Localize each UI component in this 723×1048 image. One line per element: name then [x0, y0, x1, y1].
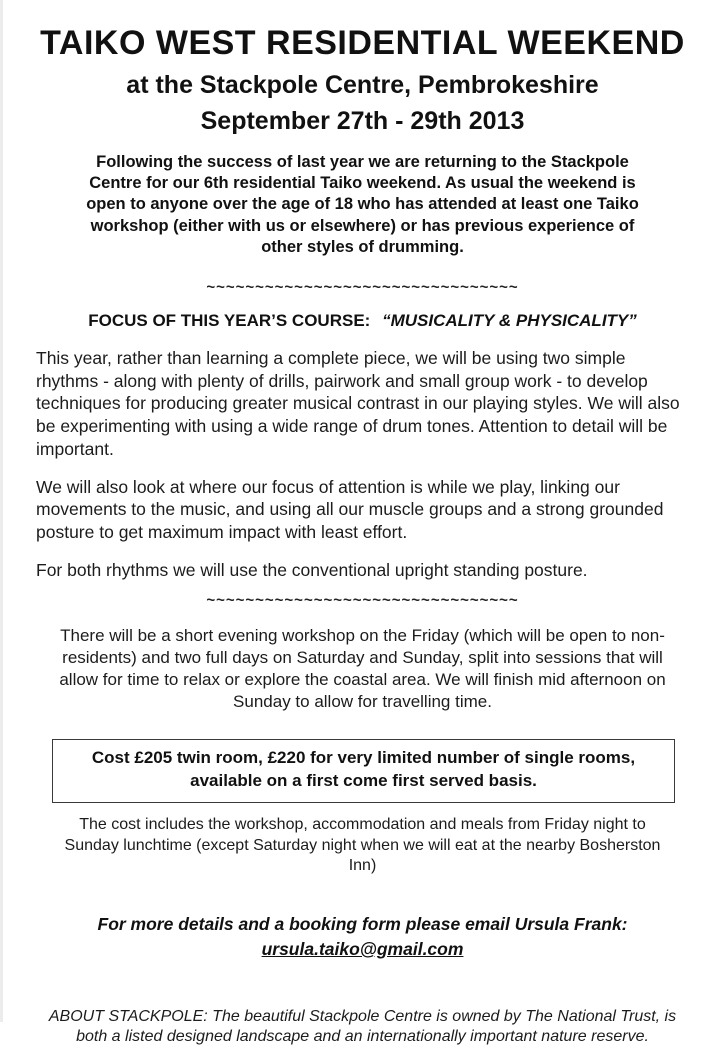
course-paragraph-3: For both rhythms we will use the conventional upright standing posture. — [36, 559, 588, 580]
subtitle-dates: September 27th - 29th 2013 — [200, 107, 525, 135]
tilde-divider-top: ~~~~~~~~~~~~~~~~~~~~~~~~~~~~~~~~ — [206, 278, 519, 296]
cost-box-line-1: Cost £205 twin room, £220 for very limited number of single rooms, — [91, 747, 636, 767]
intro-paragraph: Following the success of last year we are returning to the Stackpole Centre for our 6th residential Taiko weekend. As usual the weekend is open to anyone over the age of 18 who has attended at least one Taiko workshop (either with us or elsewhere) or has previous experience of other styles of drumming. — [86, 152, 639, 257]
contact-heading: For more details and a booking form please email Ursula Frank: — [97, 914, 628, 935]
course-paragraph-2: We will also look at where our focus of attention is while we play, linking our movements to the music, and using all our muscle groups and a strong grounded posture to get maximum impact with least effort. — [36, 476, 664, 543]
contact-email-link[interactable]: ursula.taiko@gmail.com — [261, 938, 464, 959]
tilde-divider-bottom: ~~~~~~~~~~~~~~~~~~~~~~~~~~~~~~~~ — [206, 591, 519, 609]
page-title: TAIKO WEST RESIDENTIAL WEEKEND — [40, 24, 685, 62]
subtitle-location: at the Stackpole Centre, Pembrokeshire — [126, 70, 599, 99]
about-stackpole-note: ABOUT STACKPOLE: The beautiful Stackpole Centre is owned by The National Trust, is both a listed designed landscape and an internationally important nature reserve. — [48, 1007, 677, 1046]
focus-heading — [36, 310, 689, 332]
scan-edge — [0, 0, 3, 1022]
course-paragraph-1: This year, rather than learning a complete piece, we will be using two simple rhythms - along with plenty of drills, pairwork and small group work - to develop techniques for producing greater musical contrast in our playing styles. We will also be experimenting with using a wide range of drum tones. Attention to detail will be important. — [36, 347, 680, 459]
focus-label: FOCUS OF THIS YEAR’S COURSE: — [88, 310, 371, 330]
focus-value: “MUSICALITY & PHYSICALITY” — [382, 310, 637, 330]
cost-note: The cost includes the workshop, accommodation and meals from Friday night to Sunday lunchtime (except Saturday night when we will eat at the nearby Bosherston Inn) — [64, 815, 661, 875]
cost-box-line-2: available on a first come first served basis. — [190, 770, 537, 790]
cost-box — [52, 739, 675, 803]
schedule-paragraph: There will be a short evening workshop on the Friday (which will be open to non-residents) and two full days on Saturday and Sunday, split into sessions that will allow for time to relax or explore the coastal area. We will finish mid afternoon on Sunday to allow for travelling time. — [59, 625, 666, 711]
contact-block — [36, 913, 689, 961]
